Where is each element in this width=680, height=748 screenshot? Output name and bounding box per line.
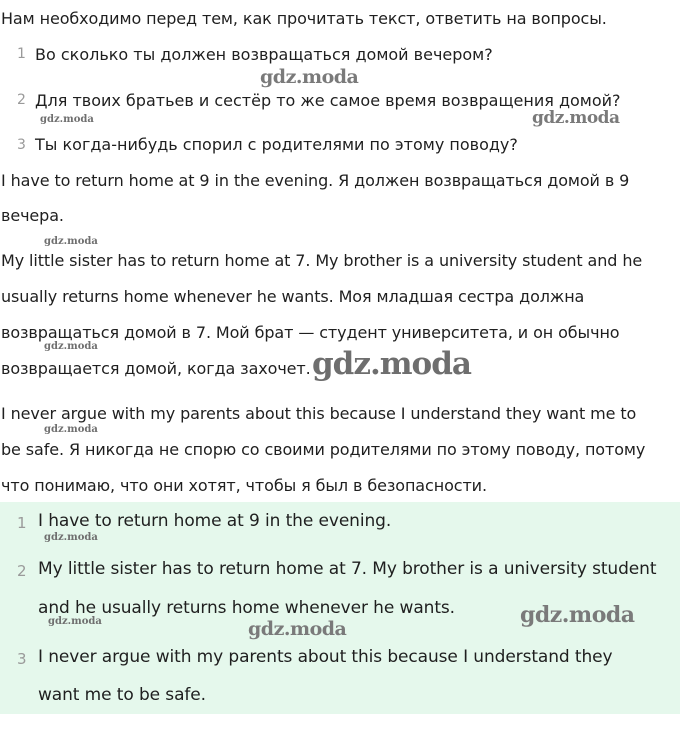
- paragraph-1-line: вечера.: [1, 206, 64, 225]
- watermark: gdz.moda: [44, 341, 98, 352]
- answer-text: I never argue with my parents about this because I understand they: [38, 647, 613, 667]
- answer-text: My little sister has to return home at 7. My brother is a university student: [38, 559, 657, 579]
- question-number: 3: [17, 137, 26, 153]
- answer-text: I have to return home at 9 in the evening.: [38, 511, 392, 531]
- answer-text: want me to be safe.: [38, 685, 206, 705]
- watermark: gdz.moda: [44, 424, 98, 435]
- question-text: Во сколько ты должен возвращаться домой вечером?: [35, 45, 493, 64]
- paragraph-3-line: be safe. Я никогда не спорю со своими родителями по этому поводу, потому: [1, 440, 646, 459]
- watermark: gdz.moda: [260, 66, 359, 88]
- intro-text: Нам необходимо перед тем, как прочитать текст, ответить на вопросы.: [1, 9, 607, 28]
- question-number: 1: [17, 46, 26, 62]
- question-text: Ты когда-нибудь спорил с родителями по этому поводу?: [35, 135, 518, 154]
- answer-number: 1: [17, 514, 27, 532]
- watermark: gdz.moda: [44, 236, 98, 247]
- paragraph-2-line: возвращается домой, когда захочет.: [1, 359, 311, 378]
- paragraph-2-line: возвращаться домой в 7. Мой брат — студент университета, и он обычно: [1, 323, 620, 342]
- paragraph-1-line: I have to return home at 9 in the evening. Я должен возвращаться домой в 9: [1, 171, 630, 190]
- question-number: 2: [17, 92, 26, 108]
- paragraph-2-line: usually returns home whenever he wants. Моя младшая сестра должна: [1, 287, 585, 306]
- watermark: gdz.moda: [44, 532, 98, 543]
- answer-number: 3: [17, 650, 27, 668]
- watermark: gdz.moda: [312, 346, 471, 382]
- answer-number: 2: [17, 562, 27, 580]
- paragraph-3-line: I never argue with my parents about this because I understand they want me to: [1, 404, 637, 423]
- watermark: gdz.moda: [532, 108, 620, 128]
- paragraph-3-line: что понимаю, что они хотят, чтобы я был в безопасности.: [1, 476, 487, 495]
- question-text: Для твоих братьев и сестёр то же самое время возвращения домой?: [35, 91, 621, 110]
- answer-text: and he usually returns home whenever he wants.: [38, 598, 455, 618]
- watermark: gdz.moda: [40, 114, 94, 125]
- watermark: gdz.moda: [48, 616, 102, 627]
- paragraph-2-line: My little sister has to return home at 7. My brother is a university student and he: [1, 251, 643, 270]
- watermark: gdz.moda: [248, 618, 347, 640]
- watermark: gdz.moda: [520, 602, 635, 628]
